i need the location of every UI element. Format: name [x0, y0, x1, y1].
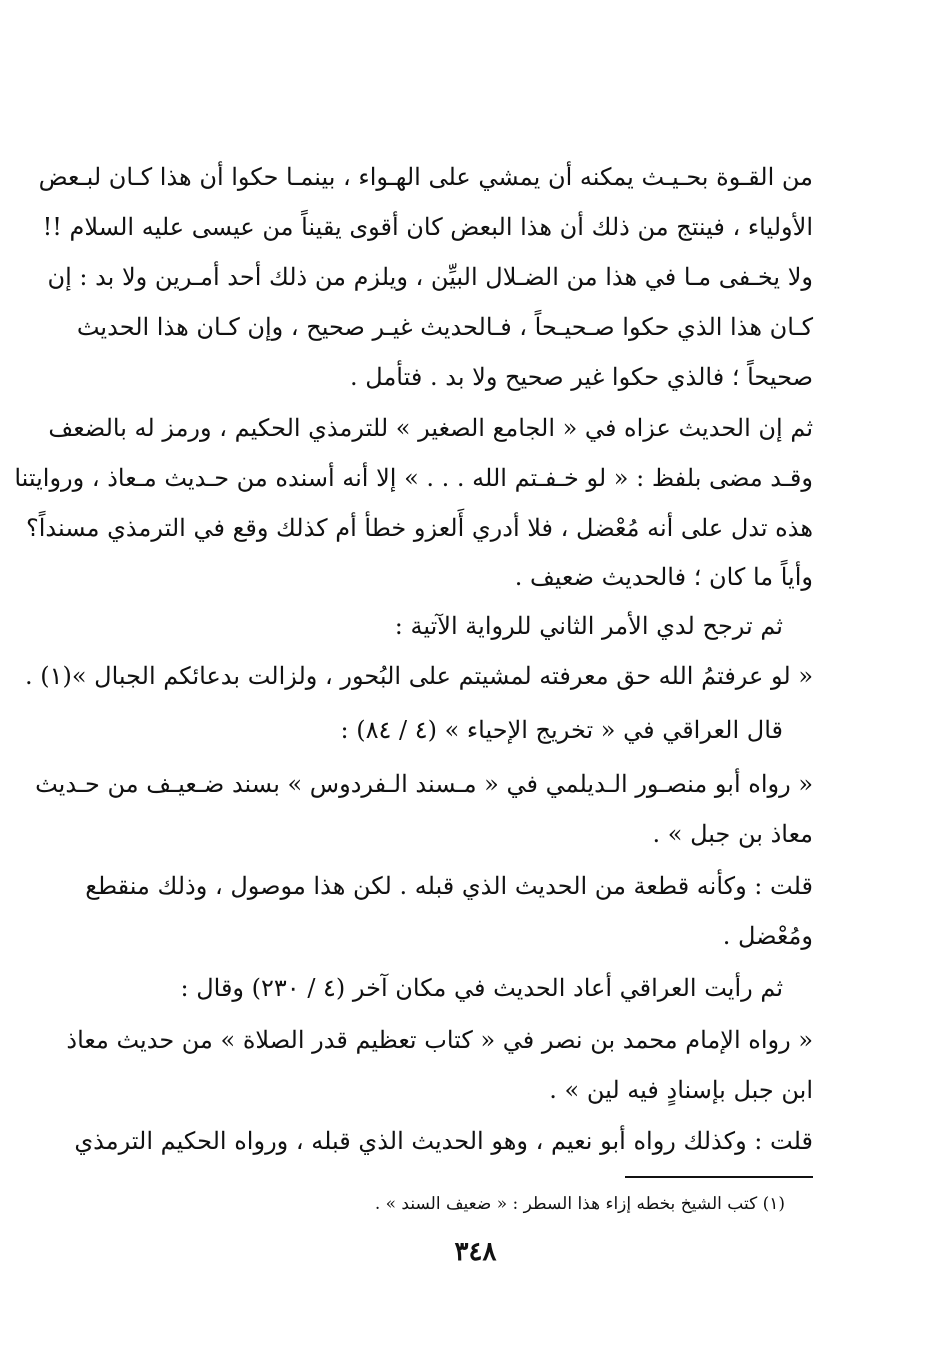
text-line: قال العراقي في « تخريج الإحياء » (٤ / ٨٤) : [340, 716, 783, 744]
text-line: صحيحاً ؛ فالذي حكوا غير صحيح ولا بد . فتأمل . [350, 363, 813, 391]
text-line: « لو عرفتمُ الله حق معرفته لمشيتم على البُحور ، ولزالت بدعائكم الجبال »(١) . [24, 662, 813, 690]
text-line: كـان هذا الذي حكوا صـحيـحاً ، فـالحديث غيـر صحيح ، وإن كـان هذا الحديث [76, 313, 813, 341]
text-line: من القـوة بحـيـث يمكنه أن يمشي على الهـواء ، بينمـا حكوا أن هذا كـان لبـعض [38, 163, 813, 191]
footnote: (١) كتب الشيخ بخطه إزاء هذا السطر : « ضعيف السند » . [374, 1194, 785, 1214]
text-line: ثم ترجح لدي الأمر الثاني للرواية الآتية : [394, 612, 783, 640]
footnote-divider [625, 1176, 813, 1178]
page-number: ٣٤٨ [454, 1237, 497, 1267]
text-line: « رواه أبو منصـور الـديلمي في « مـسند الـفردوس » بسند ضـعيـف من حـديث [35, 770, 813, 798]
text-line: ثم إن الحديث عزاه في « الجامع الصغير » للترمذي الحكيم ، ورمز له بالضعف [48, 414, 813, 442]
text-line: هذه تدل على أنه مُعْضل ، فلا أدري أَلعزو خطأ أم كذلك وقع في الترمذي مسنداً؟ [26, 514, 813, 542]
text-line: وقـد مضى بلفظ : « لو خـفـتم الله . . . » إلا أنه أسنده من حـديث مـعاذ ، وروايتنا [14, 464, 813, 492]
text-line: قلت : وكأنه قطعة من الحديث الذي قبله . لكن هذا موصول ، وذلك منقطع [85, 872, 813, 900]
text-line: ولا يخـفى مـا في هذا من الضـلال البيِّن ، ويلزم من ذلك أحد أمـرين ولا بد : إن [47, 263, 813, 291]
text-line: ومُعْضل . [722, 922, 813, 950]
text-line: معاذ بن جبل » . [652, 820, 813, 848]
text-line: « رواه الإمام محمد بن نصر في « كتاب تعظيم قدر الصلاة » من حديث معاذ [66, 1026, 813, 1054]
text-line: قلت : وكذلك رواه أبو نعيم ، وهو الحديث الذي قبله ، ورواه الحكيم الترمذي [74, 1127, 813, 1155]
text-line: ثم رأيت العراقي أعاد الحديث في مكان آخر (٤ / ٢٣٠) وقال : [180, 974, 783, 1002]
text-line: ابن جبل بإسنادٍ فيه لين » . [549, 1076, 813, 1104]
text-line: الأولياء ، فينتج من ذلك أن هذا البعض كان أقوى يقيناً من عيسى عليه السلام !! [42, 213, 813, 241]
text-line: وأياً ما كان ؛ فالحديث ضعيف . [514, 563, 813, 591]
